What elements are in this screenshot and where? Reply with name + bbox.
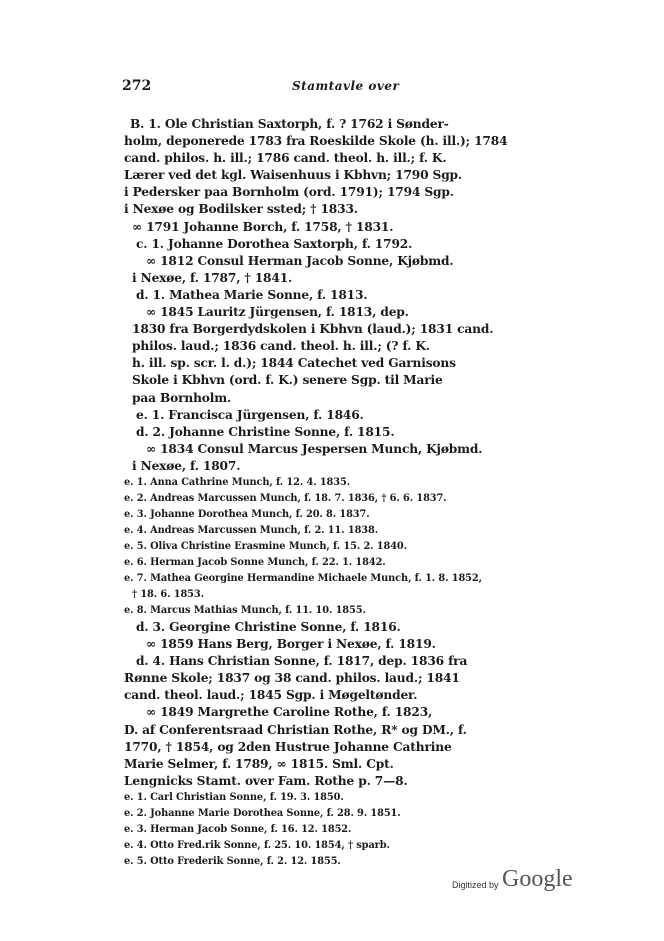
genealogy-text xyxy=(122,116,574,870)
text-line: e. 6. Herman Jacob Sonne Munch, f. 22. 1. 1842. xyxy=(124,556,386,568)
text-line: e. 1. Carl Christian Sonne, f. 19. 3. 1850. xyxy=(124,791,344,803)
text-line: cand. theol. laud.; 1845 Sgp. i Møgeltønder. xyxy=(124,688,418,703)
text-line: e. 3. Herman Jacob Sonne, f. 16. 12. 1852. xyxy=(124,823,352,835)
text-line: holm, deponerede 1783 fra Roeskilde Skole (h. ill.); 1784 xyxy=(124,134,508,149)
text-line: i Nexøe, f. 1787, † 1841. xyxy=(132,270,293,285)
text-line: d. 4. Hans Christian Sonne, f. 1817, dep. 1836 fra xyxy=(136,654,468,669)
text-line: e. 1. Francisca Jürgensen, f. 1846. xyxy=(136,407,364,422)
text-line: i Pedersker paa Bornholm (ord. 1791); 1794 Sgp. xyxy=(124,185,454,200)
text-line: e. 2. Johanne Marie Dorothea Sonne, f. 28. 9. 1851. xyxy=(124,807,401,819)
text-line: i Nexøe, f. 1807. xyxy=(132,458,241,473)
text-line: 1770, † 1854, og 2den Hustrue Johanne Cathrine xyxy=(124,739,452,754)
text-line: e. 4. Otto Fred.rik Sonne, f. 25. 10. 1854, † sparb. xyxy=(124,839,390,851)
text-line: e. 5. Otto Frederik Sonne, f. 2. 12. 1855. xyxy=(124,855,341,867)
page-header xyxy=(122,78,572,98)
text-line: D. af Conferentsraad Christian Rothe, R* og DM., f. xyxy=(124,722,467,737)
text-line: Rønne Skole; 1837 og 38 cand. philos. laud.; 1841 xyxy=(124,671,460,686)
text-line: d. 1. Mathea Marie Sonne, f. 1813. xyxy=(136,287,368,302)
text-line: e. 2. Andreas Marcussen Munch, f. 18. 7. 1836, † 6. 6. 1837. xyxy=(124,492,447,504)
text-line: ∞ 1834 Consul Marcus Jespersen Munch, Kjøbmd. xyxy=(146,441,483,456)
page-number: 272 xyxy=(122,78,152,94)
text-line: ∞ 1812 Consul Herman Jacob Sonne, Kjøbmd. xyxy=(146,253,454,268)
running-title: Stamtavle over xyxy=(292,79,400,93)
text-line: e. 7. Mathea Georgine Hermandine Michaele Munch, f. 1. 8. 1852, xyxy=(124,572,482,584)
text-line: Marie Selmer, f. 1789, ∞ 1815. Sml. Cpt. xyxy=(124,756,394,771)
text-line: ∞ 1845 Lauritz Jürgensen, f. 1813, dep. xyxy=(146,305,409,320)
text-line: 1830 fra Borgerdydskolen i Kbhvn (laud.); 1831 cand. xyxy=(132,322,494,337)
text-line: ∞ 1791 Johanne Borch, f. 1758, † 1831. xyxy=(132,219,394,234)
google-logo: Google xyxy=(502,866,573,892)
text-line: cand. philos. h. ill.; 1786 cand. theol. h. ill.; f. K. xyxy=(124,151,447,166)
text-line: Lærer ved det kgl. Waisenhuus i Kbhvn; 1790 Sgp. xyxy=(124,168,463,183)
text-line: e. 4. Andreas Marcussen Munch, f. 2. 11. 1838. xyxy=(124,524,379,536)
digitized-by-label: Digitized by xyxy=(452,880,499,890)
text-line: ∞ 1849 Margrethe Caroline Rothe, f. 1823, xyxy=(146,705,433,720)
text-line: c. 1. Johanne Dorothea Saxtorph, f. 1792. xyxy=(136,236,413,251)
text-line: B. 1. Ole Christian Saxtorph, f. ? 1762 i Sønder- xyxy=(130,117,449,131)
text-line: e. 3. Johanne Dorothea Munch, f. 20. 8. 1837. xyxy=(124,508,370,520)
text-line: h. ill. sp. scr. l. d.); 1844 Catechet ved Garnisons xyxy=(132,356,456,371)
text-line: Skole i Kbhvn (ord. f. K.) senere Sgp. til Marie xyxy=(132,373,443,388)
text-line: e. 5. Oliva Christine Erasmine Munch, f. 15. 2. 1840. xyxy=(124,540,407,552)
text-line: i Nexøe og Bodilsker ssted; † 1833. xyxy=(124,202,358,217)
text-line: Lengnicks Stamt. over Fam. Rothe p. 7—8. xyxy=(124,773,408,788)
text-line: paa Bornholm. xyxy=(132,390,232,405)
text-line: † 18. 6. 1853. xyxy=(132,588,204,600)
text-line: d. 2. Johanne Christine Sonne, f. 1815. xyxy=(136,424,395,439)
digitization-footer xyxy=(452,866,592,896)
text-line: ∞ 1859 Hans Berg, Borger i Nexøe, f. 1819. xyxy=(146,637,436,652)
text-line: philos. laud.; 1836 cand. theol. h. ill.; (? f. K. xyxy=(132,339,430,354)
text-line: e. 1. Anna Cathrine Munch, f. 12. 4. 1835. xyxy=(124,476,350,488)
text-line: d. 3. Georgine Christine Sonne, f. 1816. xyxy=(136,619,401,634)
text-line: e. 8. Marcus Mathias Munch, f. 11. 10. 1855. xyxy=(124,604,366,616)
